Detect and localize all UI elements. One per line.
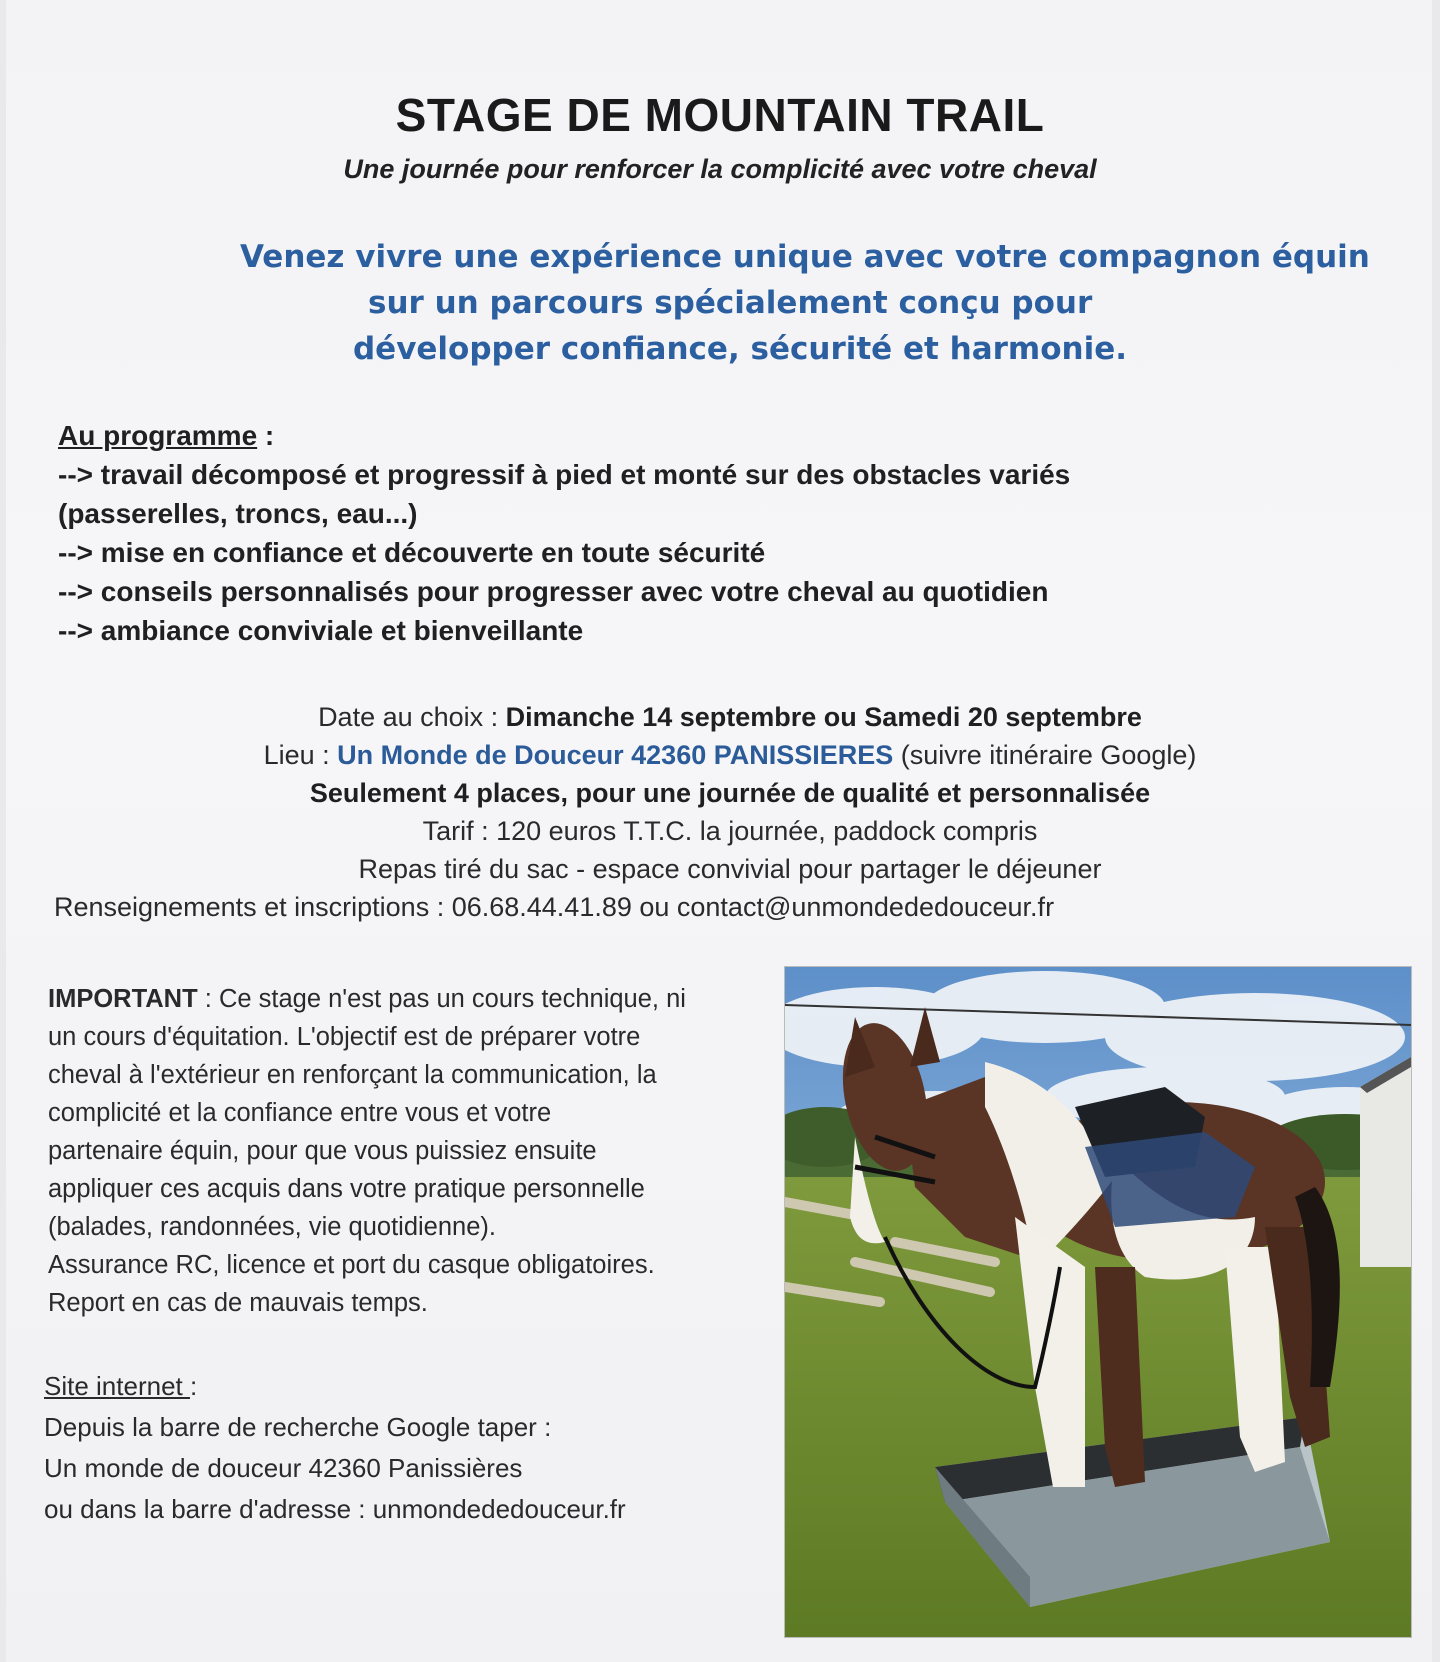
lieu-note: (suivre itinéraire Google): [893, 740, 1197, 770]
programme-heading: Au programme: [58, 420, 258, 451]
horse-photo-illustration: [785, 967, 1411, 1637]
site-heading-row: [44, 1366, 764, 1407]
tarif-row: Tarif : 120 euros T.T.C. la journée, paddock compris: [422, 816, 1038, 846]
date-value: Dimanche 14 septembre ou Samedi 20 septembre: [505, 702, 1142, 732]
site-line: ou dans la barre d'adresse : unmondededouceur.fr: [44, 1494, 626, 1524]
lieu-value: Un Monde de Douceur 42360 PANISSIERES: [337, 740, 894, 770]
important-line: un cours d'équitation. L'objectif est de préparer votre: [48, 1023, 641, 1051]
important-text: : Ce stage n'est pas un cours technique, ni: [197, 985, 686, 1013]
important-first-line: [48, 980, 768, 1018]
important-line: Assurance RC, licence et port du casque obligatoires.: [48, 1251, 655, 1279]
info-section: [40, 698, 1420, 926]
programme-item: --> travail décomposé et progressif à pied et monté sur des obstacles variés: [58, 459, 1071, 490]
programme-item: (passerelles, troncs, eau...): [58, 498, 418, 529]
programme-heading-colon: :: [257, 420, 275, 451]
site-line: Un monde de douceur 42360 Panissières: [44, 1453, 523, 1483]
places-row: [40, 774, 1420, 812]
programme-section: [58, 416, 1298, 650]
repas-row: Repas tiré du sac - espace convivial pour partager le déjeuner: [358, 854, 1102, 884]
programme-item: --> ambiance conviviale et bienveillante: [58, 615, 584, 646]
programme-item: --> conseils personnalisés pour progresser avec votre cheval au quotidien: [58, 576, 1049, 607]
site-heading: Site internet: [44, 1371, 190, 1401]
lieu-row: [40, 736, 1420, 774]
tagline-line: développer confiance, sécurité et harmonie.: [352, 331, 1128, 367]
important-line: appliquer ces acquis dans votre pratique personnelle: [48, 1175, 645, 1203]
tagline-line: sur un parcours spécialement conçu pour: [368, 285, 1093, 321]
tagline-line: Venez vivre une expérience unique avec votre compagnon équin: [240, 239, 1370, 275]
important-line: cheval à l'extérieur en renforçant la communication, la: [48, 1061, 657, 1089]
places-text: Seulement 4 places, pour une journée de qualité et personnalisée: [309, 778, 1151, 808]
site-heading-colon: :: [189, 1371, 198, 1401]
programme-heading-row: [58, 416, 1298, 455]
tagline: [240, 234, 1370, 372]
programme-item: --> mise en confiance et découverte en toute sécurité: [58, 537, 766, 568]
site-section: [44, 1366, 764, 1530]
important-line: partenaire équin, pour que vous puissiez ensuite: [48, 1137, 597, 1165]
important-line: complicité et la confiance entre vous et votre: [48, 1099, 552, 1127]
flyer-title: STAGE DE MOUNTAIN TRAIL: [395, 89, 1045, 141]
important-line: (balades, randonnées, vie quotidienne).: [48, 1213, 496, 1241]
horse-photo: [784, 966, 1412, 1638]
important-label: IMPORTANT: [48, 985, 198, 1013]
important-section: [48, 980, 768, 1322]
date-row: [40, 698, 1420, 736]
date-label: Date au choix :: [318, 702, 506, 732]
contact-row: Renseignements et inscriptions : 06.68.44.41.89 ou contact@unmondededouceur.fr: [54, 892, 1055, 922]
lieu-label: Lieu :: [263, 740, 338, 770]
site-line: Depuis la barre de recherche Google taper :: [44, 1412, 552, 1442]
flyer-subtitle: Une journée pour renforcer la complicité avec votre cheval: [343, 154, 1097, 184]
important-line: Report en cas de mauvais temps.: [48, 1289, 428, 1317]
